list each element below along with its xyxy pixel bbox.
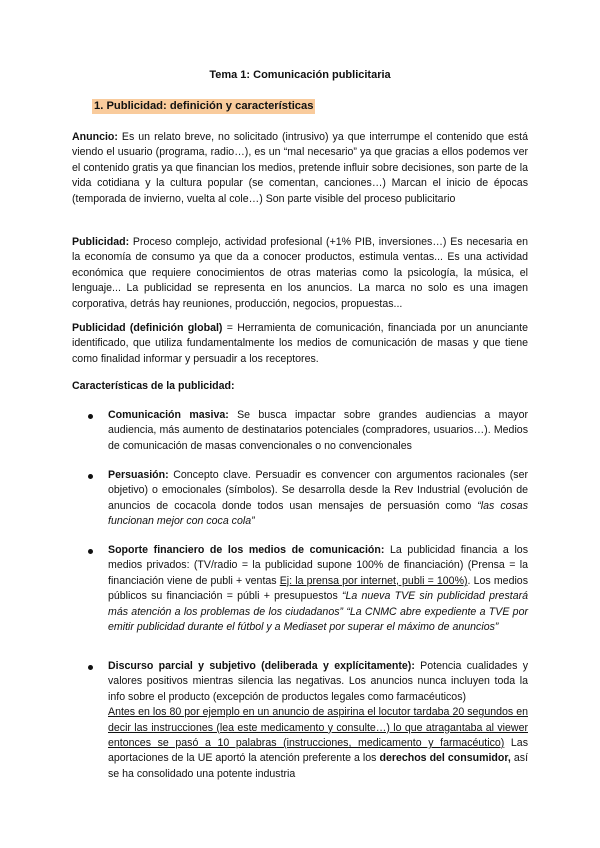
bullet-list xyxy=(86,543,528,635)
global-text: = Herramienta de comunicación, financiada por un anunciante identificado, que utiliza fundamentalmente los medios de comunicación de masas y que tiene como finalidad informar y persuadir a los receptores. xyxy=(72,322,528,365)
item-text-2: Las aportaciones de la UE aportó la atención preferente a los xyxy=(108,737,528,765)
bullet-icon xyxy=(88,474,93,479)
bullet-list xyxy=(86,468,528,530)
list-item xyxy=(86,543,528,635)
list-item xyxy=(86,408,528,454)
bullet-icon xyxy=(88,549,93,554)
item-example: Ej: la prensa por internet, publi = 100%) xyxy=(279,574,468,587)
item-text: La publicidad financia a los medios privados: (TV/radio = la publicidad supone 100% de financiación) (Prensa = la financiación viene de publi + ventas xyxy=(108,544,528,587)
anuncio-text: Es un relato breve, no solicitado (intrusivo) ya que interrumpe el contenido que está viendo el usuario (programa, radio…), es un “mal necesario” ya que gracias a ellos podemos ver el contenido gratis ya que financian los medios, pretende influir sobre decisiones, son parte de la vida cotidiana y la cultura popular (se comentan, canciones…) Marcan el inicio de épocas (temporada de invierno, vuelta al cole…) Son parte visible del proceso publicitario xyxy=(72,131,528,205)
item-term: Discurso parcial y subjetivo (deliberada y explícitamente): xyxy=(108,660,415,672)
characteristics-heading: Características de la publicidad: xyxy=(72,380,235,392)
bullet-icon xyxy=(88,665,93,670)
global-term: Publicidad (definición global) xyxy=(72,322,223,334)
section-heading: 1. Publicidad: definición y características xyxy=(92,99,315,114)
global-definition-paragraph xyxy=(72,321,528,367)
item-example: Antes en los 80 por ejemplo en un anuncio de aspirina el locutor tardaba 20 segundos en decir las instrucciones (lea este medicamento y consulte…) lo que atragantaba al viewer entonces se pasó a 10 palabras (instrucciones, medicamento y farmacéutico) xyxy=(108,706,528,750)
publicidad-text: Proceso complejo, actividad profesional (+1% PIB, inversiones…) Es necesaria en la economía de consumo ya que da a conocer productos, estimula ventas... Es una actividad económica que requiere conocimientos de otras materias como la psicología, la música, el lenguaje... La publicidad se representa en los anuncios. La marca no solo es una imagen corporativa, detrás hay reuniones, producción, negocios, propuestas... xyxy=(72,236,528,310)
list-item xyxy=(86,468,528,530)
bullet-icon xyxy=(88,414,93,419)
item-text: Se busca impactar sobre grandes audiencias a mayor audiencia, más aumento de destinatarios potenciales (compradores, usuarios…). Medios de comunicación de masas convencionales o no convencionales xyxy=(108,409,529,452)
list-item xyxy=(86,659,528,782)
anuncio-paragraph xyxy=(72,130,528,207)
item-term: Comunicación masiva: xyxy=(108,409,229,421)
item-text-2: . Los medios públicos su financiación = públi + presupuestos xyxy=(108,574,528,603)
bullet-list xyxy=(86,408,528,454)
item-term: Persuasión: xyxy=(108,469,169,481)
anuncio-term: Anuncio: xyxy=(72,131,118,143)
publicidad-paragraph xyxy=(72,235,528,312)
item-quote: “las cosas funcionan mejor con coca cola” xyxy=(108,499,528,528)
item-bold-phrase: derechos del consumidor, xyxy=(379,752,511,765)
publicidad-term: Publicidad: xyxy=(72,236,130,248)
bullet-list xyxy=(86,659,528,782)
item-text: Concepto clave. Persuadir es convencer con argumentos racionales (ser objetivo) o emocionales (símbolos). Se desarrolla desde la Rev Industrial (evolución de anuncios de cocacola donde todos usan mensajes de persuasión como xyxy=(108,469,528,512)
item-quote: “La nueva TVE sin publicidad prestará más atención a los problemas de los ciudadanos” “La CNMC abre expediente a TVE por emitir publicidad durante el fútbol y a Mediaset por superar el máximo de anuncios” xyxy=(108,590,529,634)
item-text-3: así se ha consolidado una potente industria xyxy=(108,752,529,780)
document-title: Tema 1: Comunicación publicitaria xyxy=(209,69,391,81)
item-text: Potencia cualidades y valores positivos mientras silencia las negativas. Los anuncios nunca incluyen toda la info sobre el producto (excepción de productos legales como farmacéuticos) xyxy=(108,660,528,703)
item-term: Soporte financiero de los medios de comunicación: xyxy=(108,544,385,556)
